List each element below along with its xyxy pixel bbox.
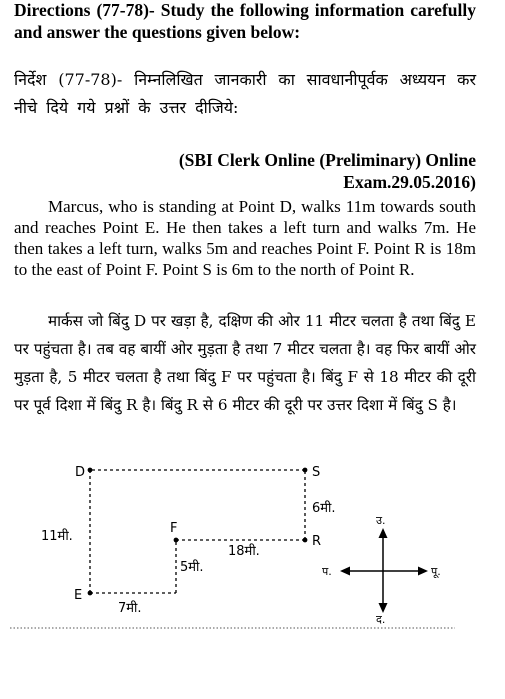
point-s-label: S <box>312 465 321 480</box>
exam-source-line2: Exam.29.05.2016) <box>343 171 476 192</box>
east-arrowhead-icon <box>418 567 428 576</box>
point-d-dot <box>88 468 93 473</box>
passage-english: Marcus, who is standing at Point D, walks 11m towards south and reaches Point E. He then takes a left turn and walks 7m. He then takes a left turn, walks 5m and reaches Point F. Point R is 18m to the east of Point F. Point S is 6m to the north of Point R. <box>14 197 476 279</box>
directions-english: Directions (77-78)- Study the following information carefully and answer the questions given below: <box>14 0 476 42</box>
distance-up-label: 5मी. <box>180 560 204 575</box>
point-e-dot <box>88 591 93 596</box>
directions-hindi: निर्देश (77-78)- निम्नलिखित जानकारी का सावधानीपूर्वक अध्ययन कर नीचे दिये गये प्रश्नों के उत्तर दीजिये: <box>14 70 476 117</box>
direction-diagram <box>0 448 505 699</box>
distance-de-label: 11मी. <box>41 529 73 544</box>
exam-source-line1: (SBI Clerk Online (Preliminary) Online <box>178 150 476 170</box>
south-arrowhead-icon <box>379 603 388 613</box>
distance-fr-label: 18मी. <box>228 544 260 559</box>
point-d-label: D <box>75 465 86 480</box>
point-e-label: E <box>74 588 83 603</box>
point-s-dot <box>303 468 308 473</box>
compass-south-label: द. <box>376 613 386 626</box>
point-r-dot <box>303 538 308 543</box>
compass-east-label: पू. <box>431 565 441 578</box>
passage-hindi: मार्कस जो बिंदु D पर खड़ा है, दक्षिण की ओर 11 मीटर चलता है तथा बिंदु E पर पहुंचता है। तब वह बायीं ओर मुड़ता है तथा 7 मीटर चलता है। वह फिर बायीं ओर मुड़ता है, 5 मीटर चलता है तथा बिंदु F पर पहुंचता है। बिंदु F से 18 मीटर की दूरी पर पूर्व दिशा में बिंदु R है। बिंदु R से 6 मीटर की दूरी पर उत्तर दिशा में बिंदु S है। <box>14 312 476 414</box>
point-f-dot <box>174 538 179 543</box>
point-f-label: F <box>170 521 178 536</box>
north-arrowhead-icon <box>379 528 388 538</box>
compass-north-label: उ. <box>376 514 386 527</box>
distance-rs-label: 6मी. <box>312 501 336 516</box>
compass-west-label: प. <box>322 565 332 578</box>
west-arrowhead-icon <box>340 567 350 576</box>
distance-e-right-label: 7मी. <box>118 601 142 616</box>
compass <box>322 514 441 626</box>
exam-source <box>14 150 476 193</box>
point-r-label: R <box>312 534 322 549</box>
